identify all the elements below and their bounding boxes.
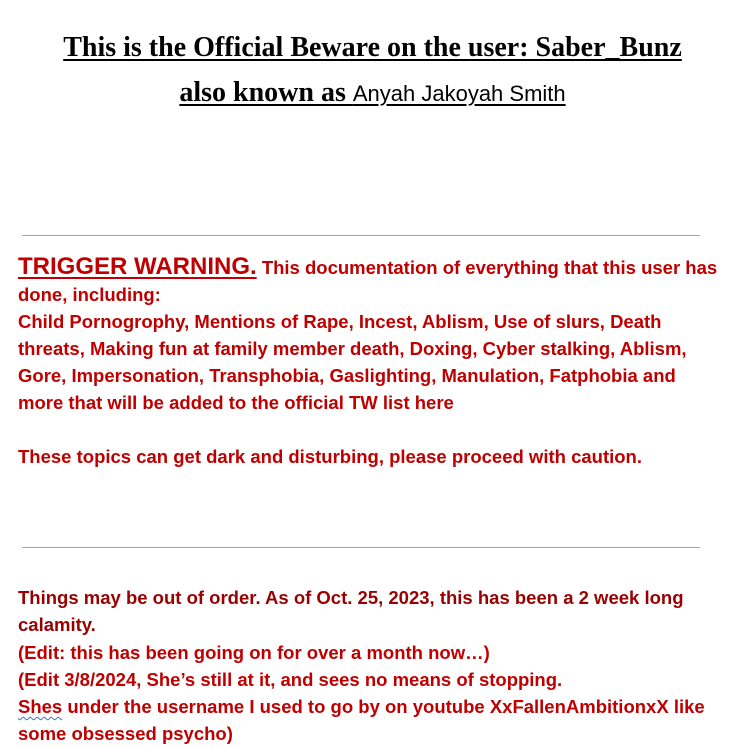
order-note: Things may be out of order. As of Oct. 25, 2023, this has been a 2 week long calamity. (18, 587, 684, 636)
edit-note-1: (Edit: this has been going on for over a month now…) (18, 641, 490, 663)
divider-bottom (22, 547, 700, 548)
notes-section (18, 584, 718, 748)
document-subtitle (0, 75, 745, 112)
alias-name: Anyah Jakoyah Smith (352, 81, 566, 106)
title-line-1: This is the Official Beware on the user: Saber_Bunz (63, 32, 682, 63)
caution-text: These topics can get dark and disturbing, please proceed with caution. (18, 446, 642, 467)
alias-label: also known as (179, 77, 353, 108)
edit-note-2: (Edit 3/8/2024, She’s still at it, and sees no means of stopping. (18, 668, 563, 690)
divider-top (22, 235, 700, 236)
edit-note-3-text: under the username I used to go by on youtube XxFallenAmbitionxX like some obsessed psycho) (18, 696, 705, 745)
document-title (0, 30, 745, 66)
trigger-warning-intro: This documentation of everything that this user has done, including: (18, 257, 718, 305)
trigger-warning-heading: TRIGGER WARNING. (18, 253, 257, 280)
trigger-warning-section (18, 253, 718, 470)
spellcheck-word[interactable]: Shes (18, 696, 63, 718)
trigger-warning-list: Child Pornogrophy, Mentions of Rape, Incest, Ablism, Use of slurs, Death threats, Making fun at family member death, Doxing, Cyber stalking, Ablism, Gore, Impersonation, Transphobia, Gaslighting, Manulation, Fatphobia and more that will be added to the official TW list here (18, 311, 687, 413)
edit-note-3 (18, 693, 718, 748)
